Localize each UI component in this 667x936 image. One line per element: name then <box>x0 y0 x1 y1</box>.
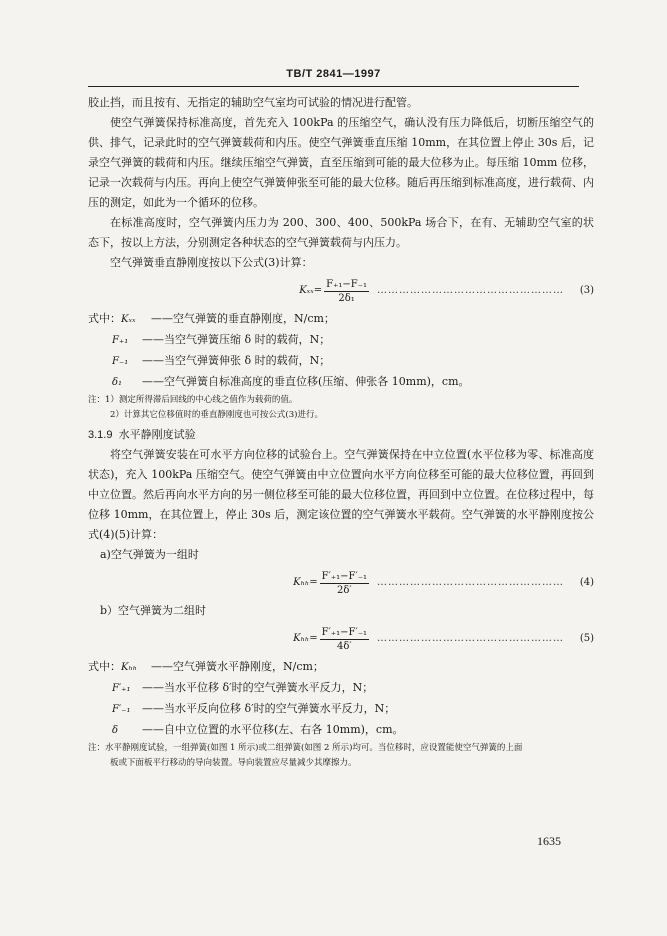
header-rule <box>88 86 579 87</box>
page-body <box>88 93 594 771</box>
definition-row: δ₁ ——空气弹簧自标准高度的垂直位移(压缩、伸张各 10mm)，cm。 <box>112 375 470 388</box>
standard-header: TB/T 2841—1997 <box>286 68 381 80</box>
formula-4 <box>88 565 594 601</box>
case-label: a)空气弹簧为一组时 <box>100 548 199 561</box>
definition-row: F′₊₁ ——当水平位移 δ′时的空气弹簧水平反力，N； <box>112 681 374 694</box>
equation-number: (5) <box>579 633 594 644</box>
equation-number: (4) <box>579 577 594 588</box>
note: 2）计算其它位移值时的垂直静刚度也可按公式(3)进行。 <box>110 410 323 420</box>
fraction <box>320 570 369 597</box>
definition-row: F₊₁ ——当空气弹簧压缩 δ 时的载荷，N； <box>112 333 331 346</box>
formula-lhs: Kₕₕ= <box>293 577 318 588</box>
formula-5 <box>88 621 594 657</box>
denominator: 2δ₁ <box>338 292 355 304</box>
formula-3 <box>88 273 594 309</box>
fraction <box>320 626 369 653</box>
note: 注：1）测定所得滞后回线的中心线之值作为载荷的值。 <box>88 395 298 405</box>
paragraph: 将空气弹簧安装在可水平方向位移的试验台上。空气弹簧保持在中立位置(水平位移为零、标准高度状态)，充入 100kPa 压缩空气。使空气弹簧由中立位置向水平方向位移至可能的最大位移位置，再回到中立位置。然后再向水平方向的另一侧位移至可能的最大位移位置，再回到中立位置。在位移过程中，每位移 10mm，在其位置上，停止 30s 后，测定该位置的空气弹簧水平载荷。空气弹簧的水平静刚度按公式(4)(5)计算： <box>88 448 594 541</box>
section-title: 水平静刚度试验 <box>118 429 196 441</box>
formula-lhs: Kₕₕ= <box>293 633 318 644</box>
denominator: 2δ′ <box>336 584 352 596</box>
numerator: F′₊₁−F′₋₁ <box>321 570 367 582</box>
denominator: 4δ′ <box>336 640 352 652</box>
definition-row: 式中：Kₓₓ ——空气弹簧的垂直静刚度，N/cm； <box>88 312 335 325</box>
definition-row: F₋₁ ——当空气弹簧伸张 δ 时的载荷，N； <box>112 354 331 367</box>
formula-lhs: Kₓₓ= <box>299 285 323 296</box>
note: 板或下面板平行移动的导向装置。导向装置应尽量减少其摩擦力。 <box>110 758 357 768</box>
numerator: F′₊₁−F′₋₁ <box>321 626 367 638</box>
fraction <box>324 278 369 305</box>
paragraph: 胶止挡，而且按有、无指定的辅助空气室均可试验的情况进行配管。 <box>88 96 418 109</box>
leader-dots: …………………………………………… <box>377 285 564 296</box>
definition-row: 式中：Kₕₕ ——空气弹簧水平静刚度，N/cm； <box>88 660 324 673</box>
definition-row: δ ——自中立位置的水平位移(左、右各 10mm)，cm。 <box>112 723 404 736</box>
section-number: 3.1.9 <box>88 429 113 441</box>
numerator: F₊₁−F₋₁ <box>326 278 367 290</box>
case-label: b）空气弹簧为二组时 <box>100 604 207 617</box>
paragraph: 使空气弹簧保持标准高度，首先充入 100kPa 的压缩空气，确认没有压力降低后，切断压缩空气的供、排气，记录此时的空气弹簧载荷和内压。使空气弹簧垂直压缩 10mm，在其位置上停止 30s 后，记录空气弹簧的载荷和内压。继续压缩空气弹簧，直至压缩到可能的最大位移为止。每压缩 10mm 位移，记录一次载荷与内压。再向上使空气弹簧伸张至可能的最大位移。随后再压缩到标准高度，进行载荷、内压的测定，如此为一个循环的位移。 <box>88 116 594 209</box>
paragraph: 在标准高度时，空气弹簧内压力为 200、300、400、500kPa 场合下，在有、无辅助空气室的状态下，按以上方法，分别测定各种状态的空气弹簧载荷与内压力。 <box>88 216 594 249</box>
definition-row: F′₋₁ ——当水平反向位移 δ′时的空气弹簧水平反力，N； <box>112 702 396 715</box>
paragraph: 空气弹簧垂直静刚度按以下公式(3)计算： <box>110 256 313 269</box>
leader-dots: …………………………………………… <box>377 577 564 588</box>
note: 注：水平静刚度试验，一组弹簧(如图 1 所示)或二组弹簧(如图 2 所示)均可。当位移时，应设置能使空气弹簧的上面 <box>88 743 523 753</box>
page-number: 1635 <box>537 834 561 848</box>
equation-number: (3) <box>579 285 594 296</box>
section-heading <box>88 425 594 445</box>
leader-dots: …………………………………………… <box>377 633 564 644</box>
